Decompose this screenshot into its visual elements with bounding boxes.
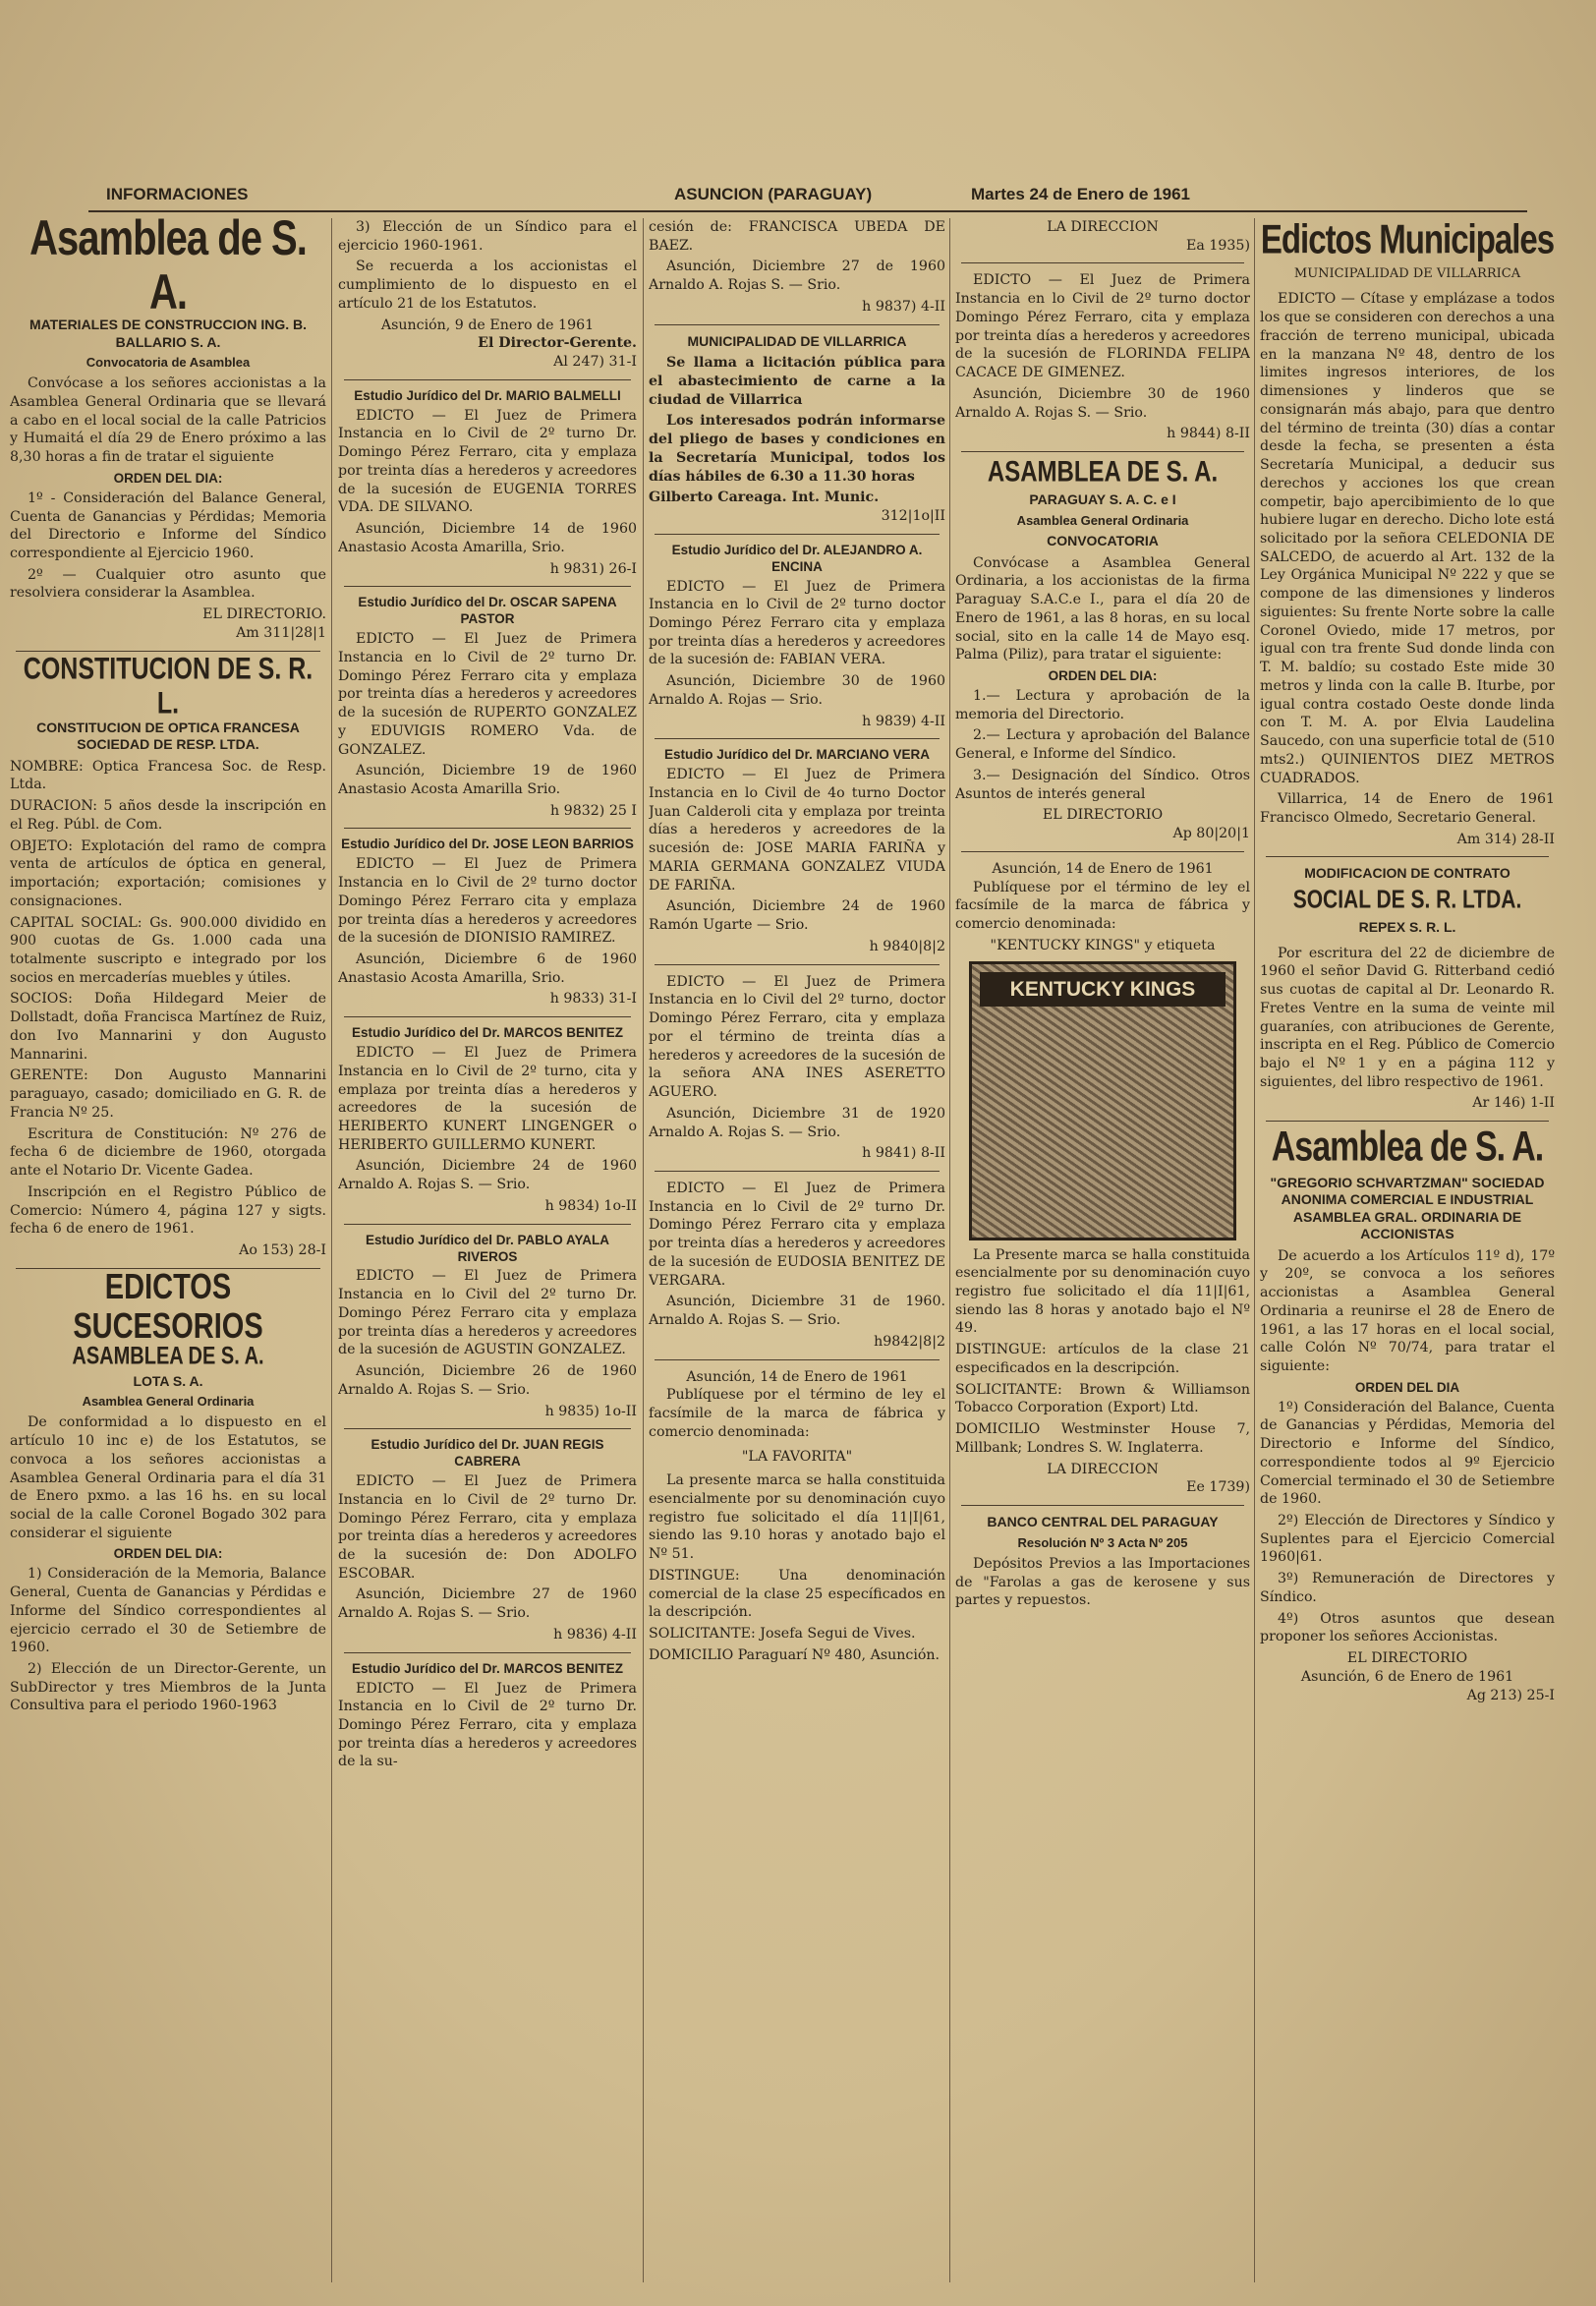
separator [961,262,1244,263]
notice-ref: h 9841) 8-II [862,1145,945,1162]
edict-footer: Asunción, Diciembre 30 de 1960 Arnaldo A. Rojas — Srio. [649,673,945,708]
edict-footer: Asunción, Diciembre 24 de 1960 Arnaldo A. Rojas S. — Srio. [338,1158,637,1193]
notice-ref: h 9844) 8-II [1167,426,1250,442]
paragraph: Convócase a los señores accionistas a la Asamblea General Ordinaria que se llevará a cabo en el local social de la calle Patricios y Humaitá el día 29 de Enero próximo a las 8,30 horas a fin de tratar el siguiente [10,375,326,466]
paragraph: Convócase a Asamblea General Ordinaria, a los accionistas de la firma Paraguay S.A.C.e I., para el día 20 de Enero de 1961, a las 8 horas, en su local social, sito en la calle 14 de Mayo esq. Palma (Piliz), para tratar el siguiente: [955,554,1250,663]
column-rule [643,218,644,2282]
notice-ref: Ar 146) 1-II [1472,1095,1555,1112]
notice-ref: h 9832) 25 I [550,802,637,819]
notice-subtitle: MATERIALES DE CONSTRUCCION ING. B. BALLARIO S. A. [28,317,308,350]
paragraph: Inscripción en el Registro Público de Comercio: Número 4, página 127 y sigts. fecha 6 de enero de 1961. [10,1183,326,1238]
notice-title: SOCIAL DE S. R. LTDA. [1292,886,1522,914]
separator [655,738,940,739]
header-rule [88,210,1527,212]
trademark-name: "LA FAVORITA" [741,1448,853,1465]
paragraph: Los interesados podrán informarse del pliego de bases y condiciones en la Secretaría Municipal, todos los días hábiles de 6.30 a 11.30 horas [649,413,945,485]
column-1 [10,218,326,2292]
edict-text: EDICTO — El Juez de Primera Instancia en lo Civil de 4o turno Doctor Juan Calderoli cita y emplaza por treinta días a herederos y acreedores de la sucesión de: JOSE MARIA FARIÑA y MARIA GERMANA GONZALEZ VIUDA DE FARIÑA. [649,767,945,894]
separator [344,1016,631,1017]
column-5 [1260,218,1555,2292]
agenda-heading: ORDEN DEL DIA: [1048,668,1158,684]
edict-text: EDICTO — El Juez de Primera Instancia en lo Civil de 2º turno Dr. Domingo Pérez Ferraro cita y emplaza por treinta días a herederos y acreedores de la sucesión de EUDOSIA BENITEZ DE VERGARA. [649,1180,945,1289]
edict-footer: Asunción, Diciembre 27 de 1960 Arnaldo A. Rojas S. — Srio. [338,1586,637,1622]
section-title: Edictos Municipales [1260,218,1555,262]
paragraph: 4º) Otros asuntos que desean proponer los señores Accionistas. [1260,1610,1555,1645]
separator [655,534,940,535]
edict-text: EDICTO — El Juez de Primera Instancia en lo Civil de 2º turno Dr. Domingo Pérez Ferraro, cita y emplaza por treinta días a herederos y acreedores de la su- [338,1680,637,1770]
edict [338,1437,637,1643]
trademark-logo-text: KENTUCKY KINGS [980,972,1226,1008]
paragraph: 1) Consideración de la Memoria, Balance General, Cuenta de Ganancias y Pérdidas e Informe del Síndico correspondientes al ejercicio cerrado el 30 de Setiembre de 1960. [10,1566,326,1656]
edict-text: EDICTO — El Juez de Primera Instancia en lo Civil de 2º turno, cita y emplaza por treinta días a herederos y acreedores de la sucesión de HERIBERTO KUNERT LINGENGER o HERIBERTO GUILLERMO KUNERT. [338,1045,637,1153]
notice-ref: h9842|8|2 [874,1333,945,1350]
edict [338,1025,637,1215]
paragraph: 2º) Elección de Directores y Síndico y Suplentes para el Ejercicio Comercial 1960|61. [1260,1513,1555,1566]
notice-ref: Al 247) 31-I [553,354,637,371]
trademark-image [969,961,1236,1240]
notice-ref: Am 311|28|1 [236,624,326,641]
signature: LA DIRECCION [1047,1461,1159,1477]
edict-footer: Asunción, Diciembre 27 de 1960 Arnaldo A. Rojas S. — Srio. [649,259,945,294]
paragraph: La Presente marca se halla constituida esencialmente por su denominación cuyo registro fue solicitado el día 11|I|61, siendo las 8 horas y anotado bajo el Nº 49. [955,1246,1250,1337]
paragraph: SOLICITANTE: Brown & Williamson Tobacco Corporation (Export) Ltd. [955,1381,1250,1416]
paragraph: Por escritura del 22 de diciembre de 1960 el señor David G. Ritterband cedió sus cuotas de capital al Dr. Leonardo R. Fretes Ventre en la suma de veinte mil guaraníes, con atribuciones de Gerente, inscripta en el Reg. Público de Comercio bajo el Nº 1 y en a página 112 y siguientes, del libro respectivo de 1961. [1260,945,1555,1090]
edict-footer: Asunción, Diciembre 31 de 1920 Arnaldo A. Rojas S. — Srio. [649,1105,945,1140]
separator [1266,1121,1549,1122]
notice-subtitle: CONSTITUCION DE OPTICA FRANCESA SOCIEDAD DE RESP. LTDA. [36,719,300,753]
paragraph: GERENTE: Don Augusto Mannarini paraguayo, casado; domiciliado en G. R. de Francia Nº 25. [10,1067,326,1121]
edict-footer: Asunción, Diciembre 14 de 1960 Anastasio Acosta Amarilla, Srio. [338,521,637,555]
paragraph: NOMBRE: Optica Francesa Soc. de Resp. Ltda. [10,758,326,793]
trademark-name: "KENTUCKY KINGS" y etiqueta [990,937,1216,953]
column-rule [1254,218,1255,2282]
column-2 [338,218,637,2292]
notice-title: CONSTITUCION DE S. R. L. [23,651,314,720]
edict-text: EDICTO — El Juez de Primera Instancia en lo Civil de 2º turno Dr. Domingo Pérez Ferraro, cita y emplaza por treinta días a herederos y acreedores de la sucesión de EUGENIA TORRES VDA. DE SILVANO. [338,407,637,516]
edict-text: EDICTO — El Juez de Primera Instancia en lo Civil de 2º turno Dr. Domingo Pérez Ferraro, cita y emplaza por treinta días a herederos y acreedores de la sucesión de: Don ADOLFO ESCOBAR. [338,1473,637,1582]
edict-text: EDICTO — El Juez de Primera Instancia en lo Civil de 2º turno Dr. Domingo Pérez Ferraro cita y emplaza por treinta días a herederos y acreedores de la sucesión de RUPERTO GONZALEZ y EDUVIGIS ROMERO Vda. de GONZALEZ. [338,631,637,758]
separator [344,1428,631,1429]
paragraph: DOMICILIO Paraguarí Nº 480, Asunción. [649,1646,940,1663]
page-header [0,175,1596,214]
notice-ref: h 9835) 1o-II [544,1403,637,1419]
signature: LA DIRECCION [1047,219,1159,235]
notice-ref: Am 314) 28-II [1456,831,1555,847]
edict [649,543,945,731]
separator [344,828,631,829]
paragraph: DISTINGUE: artículos de la clase 21 especificados en la descripción. [955,1342,1250,1376]
edict-heading: Estudio Jurídico del Dr. PABLO AYALA RIVEROS [365,1232,610,1264]
notice-kind: Asamblea General Ordinaria [1016,512,1189,528]
signature: EL DIRECTORIO. [202,606,326,623]
paragraph: 2º — Cualquier otro asunto que resolviera considerar la Asamblea. [10,566,326,602]
notice-ref: Ea 1935) [1186,237,1250,254]
edict-text: EDICTO — El Juez de Primera Instancia en lo Civil del 2º turno, doctor Domingo Pérez Ferraro, cita y emplaza por el término de treinta días a herederos y acreedores de la sucesión de la señora ANA INES ASERETTO AGUERO. [649,973,945,1101]
paragraph: 3) Elección de un Síndico para el ejercicio 1960-1961. [338,219,637,254]
edict-footer: Asunción, Diciembre 26 de 1960 Arnaldo A. Rojas S. — Srio. [338,1363,637,1398]
paragraph: Publíquese por el término de ley el facsímile de la marca de fábrica y comercio denominada: [649,1387,945,1440]
edict [338,1233,637,1421]
paragraph: 1º - Consideración del Balance General, Cuenta de Ganancias y Pérdidas; Memoria del Directorio e Informe del Síndico correspondiente al Ejercicio 1960. [10,490,326,561]
paragraph: CAPITAL SOCIAL: Gs. 900.000 dividido en 900 cuotas de Gs. 1.000 cada una totalmente suscripto e integrado por los socios en mercaderías muebles y útiles. [10,914,326,986]
edict [649,1180,945,1352]
notice-title: MUNICIPALIDAD DE VILLARRICA [687,332,907,349]
edict-heading: Estudio Jurídico del Dr. MARCOS BENITEZ [351,1660,624,1676]
edict-text: cesión de: FRANCISCA UBEDA DE BAEZ. [649,219,945,254]
separator [655,1171,940,1172]
edict-text: EDICTO — El Juez de Primera Instancia en lo Civil de 2º turno doctor Domingo Pérez Ferraro cita y emplaza por treinta días a herederos y acreedores de la sucesión de DIONISIO RAMIREZ. [338,856,637,947]
edict-heading: Estudio Jurídico del Dr. MARIO BALMELLI [354,387,621,403]
paragraph: DOMICILIO Westminster House 7, Millbank; Londres S. W. Inglaterra. [955,1421,1250,1456]
notice-ref: h 9836) 4-II [553,1626,637,1643]
notice-title: ASAMBLEA DE S. A. [72,1342,264,1370]
column-rule [331,218,332,2282]
paragraph: SOCIOS: Doña Hildegard Meier de Dollstadt, doña Francisca Martínez de Ruiz, don Ivo Mannarini y don Augusto Mannarini. [10,991,326,1063]
separator [344,586,631,587]
paragraph: EDICTO — Cítase y emplázase a todos los que se consideren con derechos a una fracción de terreno municipal, ubicada en la manzana Nº 48, dentro de los limites ingresos interiores, de los dimensiones y linderos que se consignarán más abajo, para que dentro del término de treinta (30) días a contar desde la fecha, se presenten a ésta Secretaría Municipal, a deducir sus derechos y acciones los que crean competir, bajo apercibimiento de lo que hubiere lugar en derecho. Dicho lote está solicitado por la señora CELEDONIA DE SALCEDO, de acuerdo al Art. 132 de la Ley Orgánica Municipal Nº 222 y que se compone de las dimensiones y linderos siguientes: Su frente Norte sobre la calle Coronel Oviedo, mide 17 metros, por igual con tra frente Sud donde linda con T. M. baldío; su costado Este mide 30 metros y linda con la calle B. Iturbe, por igual contra costado Oeste donde linda con T. M. A. por Elvia Laudelina Saucedo, con una superficie total de (510 mts2.) QUINIENTOS DIEZ METROS CUADRADOS. [1260,291,1555,786]
paragraph: Se recuerda a los accionistas el cumplimiento de lo dispuesto en el artículo 21 de los Estatutos. [338,259,637,312]
paragraph: De acuerdo a los Artículos 11º d), 17º y 20º, se convoca a los señores accionistas a Asamblea General Ordinaria a reunirse el 28 de Enero de 1961, a las 17 horas en el local social, calle Colón Nº 70/74, para tratar el siguiente: [1260,1247,1555,1374]
separator [344,1224,631,1225]
separator [961,451,1244,452]
paragraph: Depósitos Previos a las Importaciones de "Farolas a gas de kerosene y sus partes y repuestos. [955,1555,1250,1609]
signature: EL DIRECTORIO [1346,1650,1468,1667]
edict-heading: Estudio Jurídico del Dr. MARCOS BENITEZ [351,1025,624,1041]
notice-subtitle: MODIFICACION DE CONTRATO [1304,865,1510,882]
edict-footer: Asunción, Diciembre 31 de 1960. Arnaldo A. Rojas S. — Srio. [649,1294,945,1329]
separator [655,324,940,325]
notice-ref: h 9834) 1o-II [544,1197,637,1214]
paragraph: 2.— Lectura y aprobación del Balance General, e Informe del Síndico. [955,727,1250,763]
agenda-heading: ORDEN DEL DIA [1354,1379,1460,1395]
edict-heading: Estudio Jurídico del Dr. OSCAR SAPENA PASTOR [358,595,617,627]
edict [338,388,637,578]
notice-ref: Ee 1739) [1186,1479,1250,1496]
column-rule [949,218,950,2282]
notice-ref: Ap 80|20|1 [1172,826,1250,842]
date-line: Asunción, 9 de Enero de 1961 [380,317,595,333]
paragraph: 3º) Remuneración de Directores y Síndico. [1260,1571,1555,1605]
edict-footer: Asunción, Diciembre 6 de 1960 Anastasio Acosta Amarilla, Srio. [338,951,637,986]
paragraph: SOLICITANTE: Josefa Segui de Vives. [649,1626,916,1643]
notice-subtitle: Resolución Nº 3 Acta Nº 205 [1017,1534,1188,1550]
notice-kind: CONVOCATORIA [1047,533,1159,549]
paragraph: 1.— Lectura y aprobación de la memoria del Directorio. [955,688,1250,722]
notice-kind: Convocatoria de Asamblea [86,355,251,370]
notice-title: ASAMBLEA DE S. A. [987,455,1219,490]
edict-heading: Estudio Jurídico del Dr. MARCIANO VERA [663,747,931,763]
notice-subtitle: PARAGUAY S. A. C. e I [1029,491,1176,508]
notice-ref: Ag 213) 25-I [1466,1687,1555,1703]
date-line: Asunción, 6 de Enero de 1961 [1300,1668,1514,1685]
edict-heading: Estudio Jurídico del Dr. JOSE LEON BARRIOS [341,836,634,852]
notice-ref: h 9837) 4-II [862,298,945,315]
date-line: Asunción, 14 de Enero de 1961 [992,860,1214,877]
separator [344,379,631,380]
paragraph: 1º) Consideración del Balance, Cuenta de Ganancias y Pérdidas, Memoria del Directorio e Informe del Síndico, correspondiente todos al 9º Ejercicio Comercial terminado el 30 de Setiembre de 1960. [1260,1399,1555,1508]
paragraph: Escritura de Constitución: Nº 276 de fecha 6 de diciembre de 1960, otorgada ante el Notario Dr. Vicente Gadea. [10,1125,326,1180]
edict-footer: Asunción, Diciembre 30 de 1960 Arnaldo A. Rojas S. — Srio. [955,385,1250,421]
notice-ref: h 9831) 26-I [549,560,637,577]
edict-heading: Estudio Jurídico del Dr. ALEJANDRO A. ENCINA [671,542,923,574]
agenda-heading: ORDEN DEL DIA: [113,1546,223,1562]
notice-subtitle: REPEX S. R. L. [1358,919,1456,936]
column-3 [649,218,945,2292]
paragraph: DURACION: 5 años desde la inscripción en el Reg. Públ. de Com. [10,798,326,833]
notice-ref: h 9839) 4-II [862,713,945,729]
separator [961,851,1244,852]
edict-footer: Asunción, Diciembre 19 de 1960 Anastasio Acosta Amarilla Srio. [338,763,637,797]
notice-title: BANCO CENTRAL DEL PARAGUAY [987,1514,1219,1530]
notice-kind: Asamblea General Ordinaria [82,1394,255,1410]
signature: EL DIRECTORIO [1042,807,1164,824]
edict-text: EDICTO — El Juez de Primera Instancia en lo Civil del 2º turno Dr. Domingo Pérez Ferraro cita y emplaza por treinta días a herederos y acreedores de la sucesión de AGUSTIN GONZALEZ. [338,1268,637,1358]
separator [655,964,940,965]
paragraph: Se llama a licitación pública para el abastecimiento de carne a la ciudad de Villarrica [649,355,945,408]
notice-title: Asamblea de S. A. [29,218,307,319]
separator [655,1359,940,1360]
separator [961,1505,1244,1506]
edict [338,595,637,820]
signature: Gilberto Careaga. Int. Munic. [649,490,880,506]
edict [338,1661,637,1772]
notice-ref: h 9840|8|2 [869,938,945,954]
separator [1266,856,1549,857]
paragraph: DISTINGUE: Una denominación comercial de la clase 25 específicados en la descripción. [649,1567,945,1621]
edict-heading: Estudio Jurídico del Dr. JUAN REGIS CABRERA [370,1437,604,1470]
notice-ref: h 9833) 31-I [549,991,637,1008]
edict-footer: Villarrica, 14 de Enero de 1961 Francisco Olmedo, Secretario General. [1260,791,1555,827]
city-label: ASUNCION (PARAGUAY) [674,185,873,203]
agenda-heading: ORDEN DEL DIA: [113,470,223,486]
notice-subtitle: "GREGORIO SCHVARTZMAN" SOCIEDAD ANONIMA COMERCIAL E INDUSTRIAL ASAMBLEA GRAL. ORDINARIA DE ACCIONISTAS [1270,1174,1545,1242]
edict [338,836,637,1009]
edict-text: EDICTO — El Juez de Primera Instancia en lo Civil de 2º turno doctor Domingo Pérez Ferraro, cita y emplaza por treinta días a herederos y acreedores de la sucesión de FLORINDA FELIPA CACACE DE GIMENEZ. [955,272,1250,381]
date-label: Martes 24 de Enero de 1961 [971,185,1191,203]
paragraph: La presente marca se halla constituida esencialmente por su denominación cuyo registro fue solicitado el día 11|I|61, siendo las 9.10 horas y anotado bajo el Nº 51. [649,1472,945,1563]
edict-footer: Asunción, Diciembre 24 de 1960 Ramón Ugarte — Srio. [649,898,945,934]
column-4 [955,218,1250,2292]
edict [649,973,945,1163]
paragraph: 2) Elección de un Director-Gerente, un SubDirector y tres Miembros de la Junta Consultiva para el periodo 1960-1963 [10,1660,326,1714]
separator [344,1652,631,1653]
notice-ref: 312|1o|II [881,508,945,525]
date-line: Asunción, 14 de Enero de 1961 [686,1368,908,1385]
signature: El Director-Gerente. [478,335,637,352]
notice-title: Asamblea de S. A. [1271,1124,1544,1171]
paragraph: De conformidad a lo dispuesto en el artículo 10 inc e) de los Estatutos, se convoca a los señores accionistas a Asamblea General Ordinaria para el día 31 de Enero pxmo. a las 16 hs. en su local social de la calle Coronel Bogado 302 para considerar el siguiente [10,1414,326,1541]
paragraph: OBJETO: Explotación del ramo de compra venta de artículos de óptica en general, importación; exportación; comisiones y consignaciones. [10,837,326,909]
notice-subtitle: MUNICIPALIDAD DE VILLARRICA [1293,266,1521,282]
section-label: INFORMACIONES [106,185,249,203]
edict [649,747,945,955]
paragraph: Publíquese por el término de ley el facsímile de la marca de fábrica y comercio denominada: [955,879,1250,933]
notice-subtitle: LOTA S. A. [133,1372,203,1389]
edict-text: EDICTO — El Juez de Primera Instancia en lo Civil de 2º turno doctor Domingo Pérez Ferraro cita y emplaza por treinta días a herederos y acreedores de la sucesión de: FABIAN VERA. [649,578,945,668]
section-title: EDICTOS SUCESORIOS [73,1267,263,1347]
paragraph: 3.— Designación del Síndico. Otros Asuntos de interés general [955,767,1250,802]
notice-ref: Ao 153) 28-I [239,1242,326,1259]
